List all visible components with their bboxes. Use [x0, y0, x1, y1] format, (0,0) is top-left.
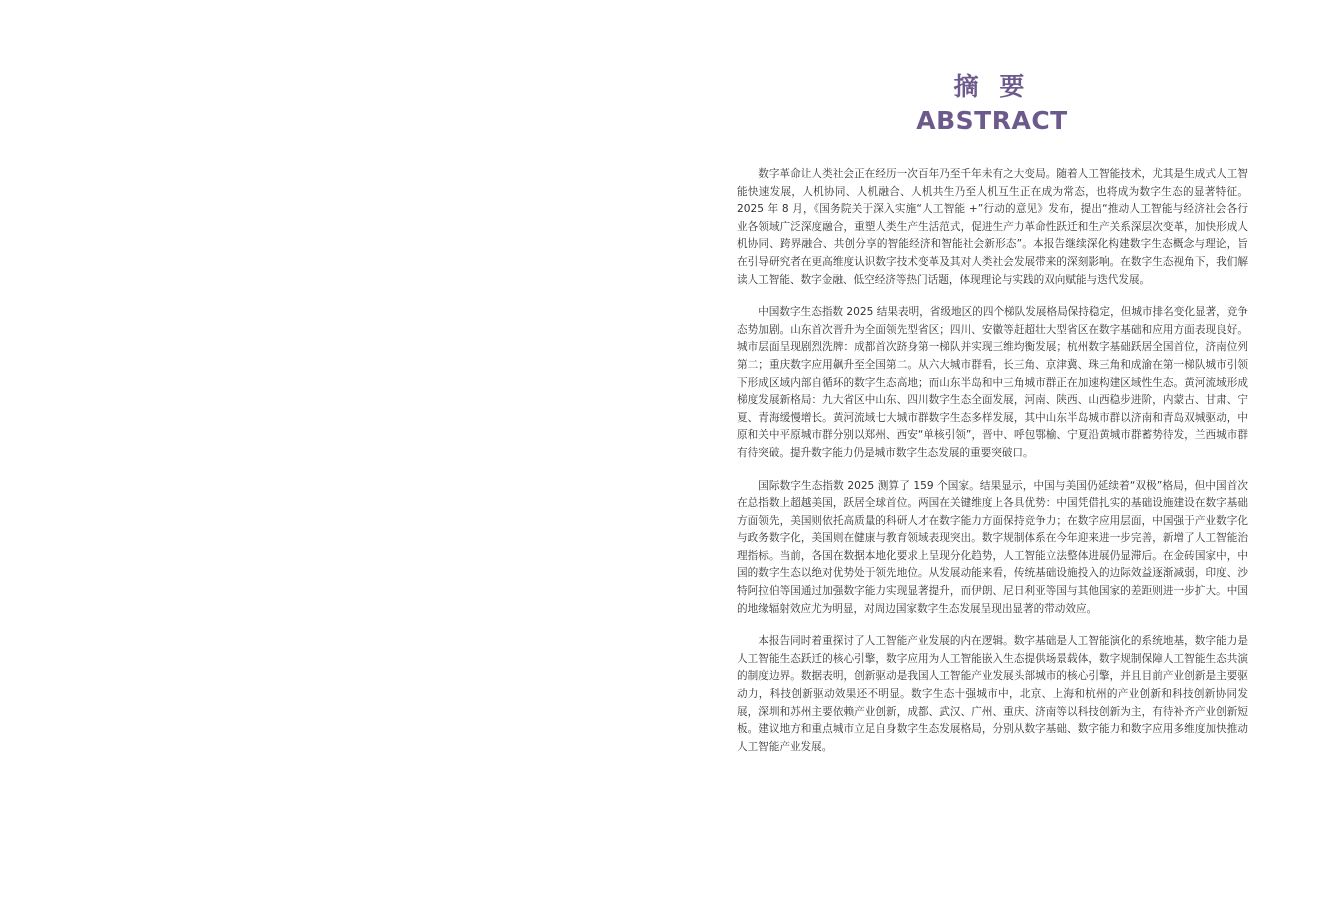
- paragraph: 数字革命让人类社会正在经历一次百年乃至千年未有之大变局。随着人工智能技术，尤其是生成式人工智能快速发展，人机协同、人机融合、人机共生乃至人机互生正在成为常态，也将成为数字生态的显著特征。2025 年 8 月，《国务院关于深入实施“人工智能 +”行动的意见》发布，提出“推动人工智能与经济社会各行业各领域广泛深度融合，重塑人类生产生活范式，促进生产力革命性跃迁和生产关系深层次变革，加快形成人机协同、跨界融合、共创分享的智能经济和智能社会新形态”。本报告继续深化构建数字生态概念与理论，旨在引导研究者在更高维度认识数字技术变革及其对人类社会发展带来的深刻影响。在数字生态视角下，我们解读人工智能、数字金融、低空经济等热门话题，体现理论与实践的双向赋能与迭代发展。: [737, 168, 1248, 286]
- paragraph: 国际数字生态指数 2025 测算了 159 个国家。结果显示，中国与美国仍延续着“双极”格局，但中国首次在总指数上超越美国，跃居全球首位。两国在关键维度上各具优势：中国凭借扎实的基础设施建设在数字基础方面领先，美国则依托高质量的科研人才在数字能力方面保持竞争力；在数字应用层面，中国强于产业数字化与政务数字化，美国则在健康与教育领域表现突出。数字规制体系在今年迎来进一步完善，新增了人工智能治理指标。当前，各国在数据本地化要求上呈现分化趋势，人工智能立法整体进展仍显滞后。在金砖国家中，中国的数字生态以绝对优势处于领先地位。从发展动能来看，传统基础设施投入的边际效益逐渐减弱，印度、沙特阿拉伯等国通过加强数字能力实现显著提升，而伊朗、尼日利亚等国与其他国家的差距则进一步扩大。中国的地缘辐射效应尤为明显，对周边国家数字生态发展呈现出显著的带动效应。: [737, 479, 1248, 615]
- page-title-chinese: 摘 要: [953, 72, 1031, 101]
- abstract-body: [737, 166, 1248, 771]
- left-page-blank: [0, 0, 661, 898]
- paragraph: 本报告同时着重探讨了人工智能产业发展的内在逻辑。数字基础是人工智能演化的系统地基，数字能力是人工智能生态跃迁的核心引擎，数字应用为人工智能嵌入生态提供场景载体，数字规制保障人工智能生态共演的制度边界。数据表明，创新驱动是我国人工智能产业发展头部城市的核心引擎，并且目前产业创新是主要驱动力，科技创新驱动效果还不明显。数字生态十强城市中，北京、上海和杭州的产业创新和科技创新协同发展，深圳和苏州主要依赖产业创新，成都、武汉、广州、重庆、济南等以科技创新为主，有待补齐产业创新短板。建议地方和重点城市立足自身数字生态发展格局，分别从数字基础、数字能力和数字应用多维度加快推动人工智能产业发展。: [737, 635, 1248, 753]
- page-title-english: ABSTRACT: [916, 106, 1068, 135]
- paragraph: 中国数字生态指数 2025 结果表明，省级地区的四个梯队发展格局保持稳定，但城市排名变化显著，竞争态势加剧。山东首次晋升为全面领先型省区；四川、安徽等赶超壮大型省区在数字基础和应用方面表现良好。城市层面呈现剧烈洗牌：成都首次跻身第一梯队并实现三维均衡发展；杭州数字基础跃居全国首位，济南位列第二；重庆数字应用飙升至全国第二。从六大城市群看，长三角、京津冀、珠三角和成渝在第一梯队城市引领下形成区域内部自循环的数字生态高地；而山东半岛和中三角城市群正在加速构建区域性生态。黄河流域形成梯度发展新格局：九大省区中山东、四川数字生态全面发展，河南、陕西、山西稳步进阶，内蒙古、甘肃、宁夏、青海缓慢增长。黄河流域七大城市群数字生态多样发展，其中山东半岛城市群以济南和青岛双城驱动，中原和关中平原城市群分别以郑州、西安“单核引领”，晋中、呼包鄂榆、宁夏沿黄城市群蓄势待发，兰西城市群有待突破。提升数字能力仍是城市数字生态发展的重要突破口。: [737, 306, 1248, 459]
